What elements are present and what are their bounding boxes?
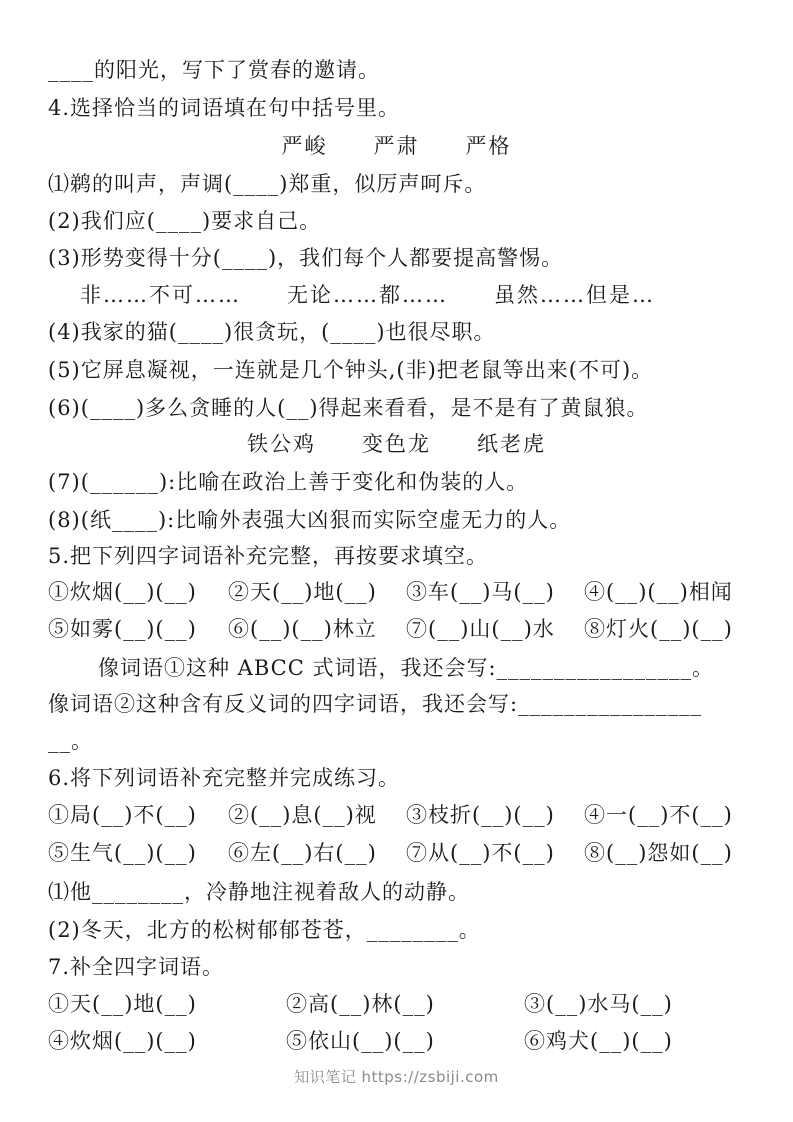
word-grid-row bbox=[48, 578, 753, 606]
word-grid-row bbox=[48, 615, 753, 643]
word-grid-row bbox=[48, 839, 753, 867]
word-grid-row bbox=[48, 990, 753, 1018]
word-item: ⑧(__)怨如(__) bbox=[584, 841, 733, 865]
word-item: ②天(__)地(__) bbox=[228, 580, 377, 604]
word-item: ⑥(__)(__)林立 bbox=[228, 617, 377, 641]
section-heading-7: 7.补全四字词语。 bbox=[48, 955, 225, 979]
word-item: ④炊烟(__)(__) bbox=[48, 1029, 197, 1053]
fill-line: 像词语①这种 ABCC 式词语，我还会写:_________________。 bbox=[98, 656, 715, 680]
section-heading-5: 5.把下列四字词语补充完整，再按要求填空。 bbox=[48, 544, 489, 568]
question-4: (4)我家的猫(____)很贪玩，(____)也很尽职。 bbox=[48, 320, 496, 344]
exercise-2: (2)冬天，北方的松树郁郁苍苍，________。 bbox=[48, 918, 481, 942]
question-3: (3)形势变得十分(____)，我们每个人都要提高警惕。 bbox=[48, 246, 564, 270]
word-item: ⑤如雾(__)(__) bbox=[48, 617, 197, 641]
word-item: ④一(__)不(__) bbox=[584, 803, 733, 827]
word-item: ⑥左(__)右(__) bbox=[228, 841, 377, 865]
word-item: ③(__)水马(__) bbox=[524, 992, 673, 1016]
word-item: ④(__)(__)相闻 bbox=[584, 580, 733, 604]
word-item: ⑧灯火(__)(__) bbox=[584, 617, 733, 641]
question-2: (2)我们应(____)要求自己。 bbox=[48, 209, 322, 233]
fill-line: __。 bbox=[48, 729, 93, 753]
idiom-choices: 铁公鸡 变色龙 纸老虎 bbox=[247, 432, 546, 456]
word-item: ⑦(__)山(__)水 bbox=[406, 617, 555, 641]
word-item: ⑤生气(__)(__) bbox=[48, 841, 197, 865]
watermark-footer: 知识笔记 https://zsbiji.com bbox=[294, 1068, 499, 1086]
question-7: (7)(______):比喻在政治上善于变化和伪装的人。 bbox=[48, 470, 529, 494]
word-choices: 严峻 严肃 严格 bbox=[281, 134, 512, 158]
text-line: ____的阳光，写下了赏春的邀请。 bbox=[48, 58, 380, 82]
fill-line: 像词语②这种含有反义词的四字词语，我还会写:________________ bbox=[48, 692, 703, 716]
question-5: (5)它屏息凝视，一连就是几个钟头,(非)把老鼠等出来(不可)。 bbox=[48, 358, 654, 382]
word-item: ②(__)息(__)视 bbox=[228, 803, 377, 827]
word-item: ①炊烟(__)(__) bbox=[48, 580, 197, 604]
word-item: ⑥鸡犬(__)(__) bbox=[524, 1029, 673, 1053]
exercise-1: ⑴他________，冷静地注视着敌人的动静。 bbox=[48, 880, 470, 904]
question-1: ⑴鹈的叫声，声调(____)郑重，似厉声呵斥。 bbox=[48, 172, 487, 196]
question-8: (8)(纸____):比喻外表强大凶狠而实际空虚无力的人。 bbox=[48, 508, 572, 532]
word-item: ⑤依山(__)(__) bbox=[286, 1029, 435, 1053]
section-heading-4: 4.选择恰当的词语填在句中括号里。 bbox=[48, 96, 401, 120]
word-grid-row bbox=[48, 801, 753, 829]
word-item: ①天(__)地(__) bbox=[48, 992, 197, 1016]
word-grid-row bbox=[48, 1027, 753, 1055]
word-item: ①局(__)不(__) bbox=[48, 803, 197, 827]
word-item: ③枝折(__)(__) bbox=[406, 803, 555, 827]
word-item: ②高(__)林(__) bbox=[286, 992, 435, 1016]
word-item: ③车(__)马(__) bbox=[406, 580, 555, 604]
section-heading-6: 6.将下列词语补充完整并完成练习。 bbox=[48, 766, 401, 790]
conjunction-choices: 非……不可…… 无论……都…… 虽然……但是… bbox=[80, 283, 655, 307]
word-item: ⑦从(__)不(__) bbox=[406, 841, 555, 865]
question-6: (6)(____)多么贪睡的人(__)得起来看看，是不是有了黄鼠狼。 bbox=[48, 396, 649, 420]
